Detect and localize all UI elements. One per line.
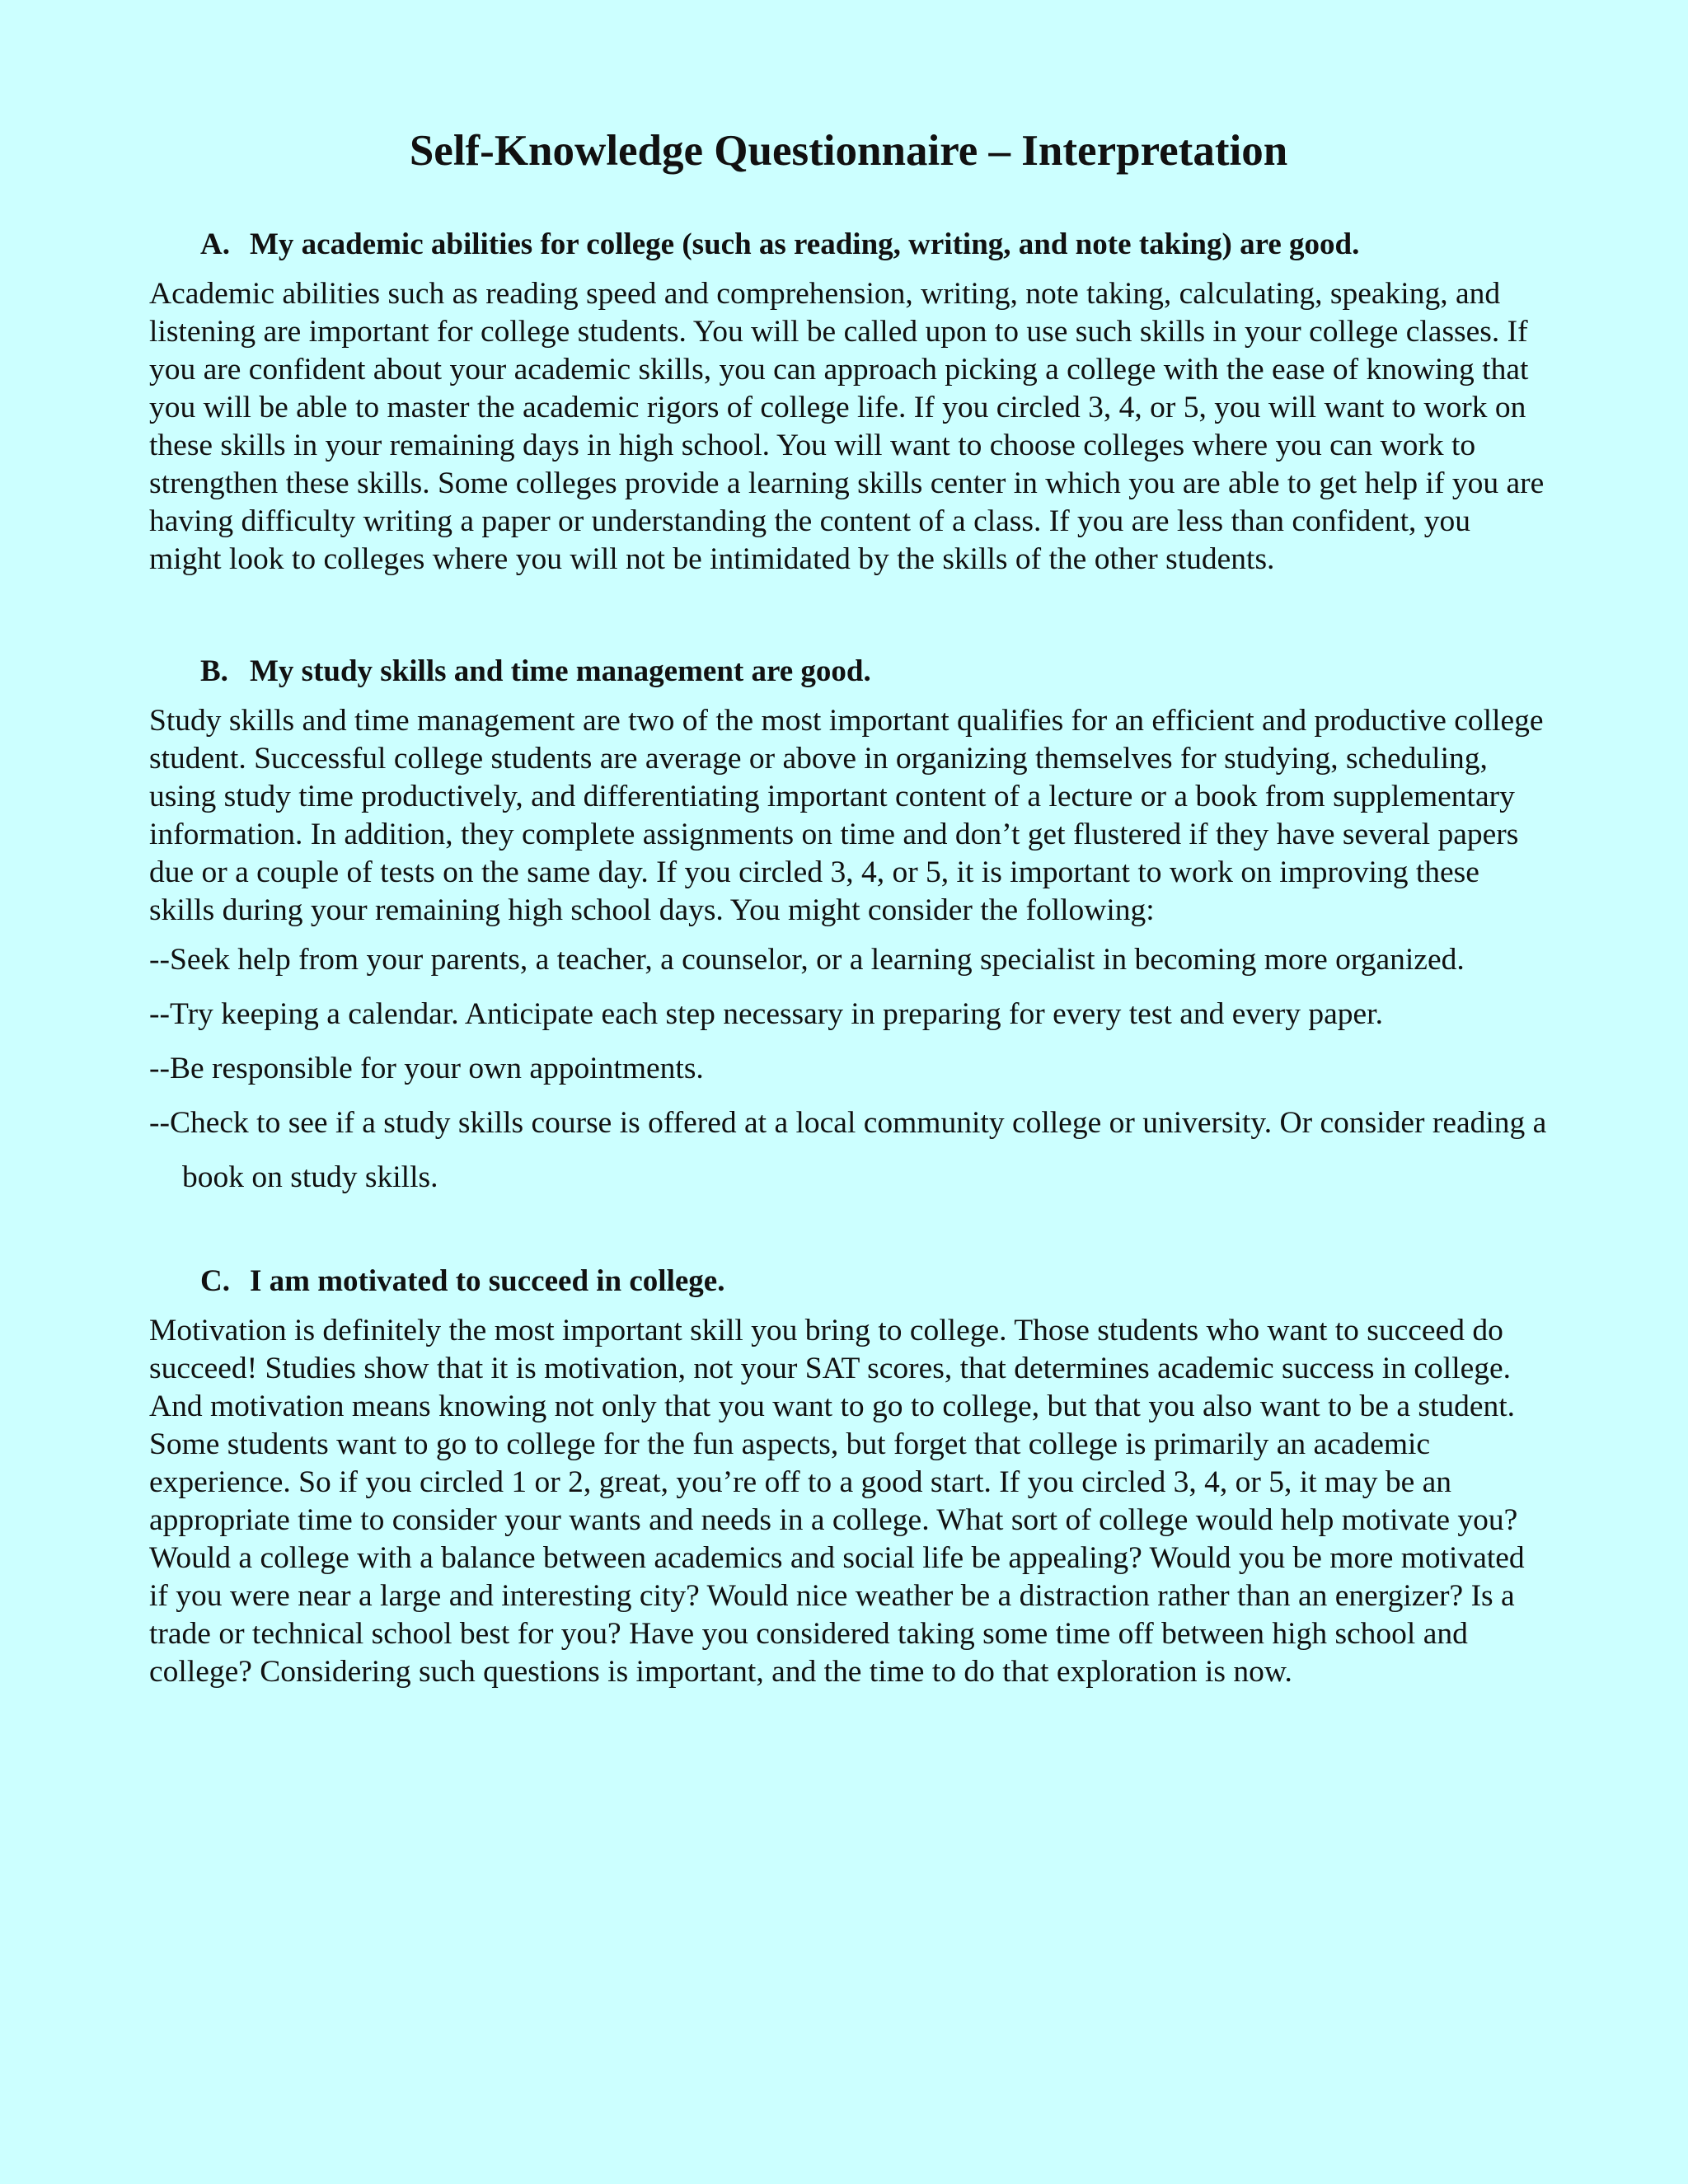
section-c-paragraph: Motivation is definitely the most important skill you bring to college. Those students who want to succeed do succeed! Studies show that it is motivation, not your SAT scores, that determines academic success in college. And motivation means knowing not only that you want to go to college, but that you also want to be a student. Some students want to go to college for the fun aspects, but forget that college is primarily an academic experience. So if you circled 1 or 2, great, you’re off to a good start. If you circled 3, 4, or 5, it may be an appropriate time to consider your wants and needs in a college. What sort of college would help motivate you? Would a college with a balance between academics and social life be appealing? Would you be more motivated if you were near a large and interesting city? Would nice weather be a distraction rather than an energizer? Is a trade or technical school best for you? Have you considered taking some time off between high school and college? Considering such questions is important, and the time to do that exploration is now. (149, 1314, 1525, 1689)
section-a-letter: A. (200, 227, 230, 261)
section-b-bullet: --Be responsible for your own appointments. (149, 1052, 704, 1085)
section-c-heading-text: I am motivated to succeed in college. (250, 1264, 725, 1298)
section-a-heading-text: My academic abilities for college (such as reading, writing, and note taking) are good. (250, 227, 1360, 261)
section-b-heading (149, 651, 1548, 692)
page-title: Self-Knowledge Questionnaire – Interpretation (409, 127, 1288, 175)
section-c-letter: C. (200, 1264, 230, 1298)
section-b-bullet: --Check to see if a study skills course is offered at a local community college or university. Or consider reading a book on study skills. (149, 1106, 1547, 1194)
section-a-heading (149, 224, 1548, 265)
section-b-bullet: --Seek help from your parents, a teacher, a counselor, or a learning specialist in becoming more organized. (149, 943, 1465, 977)
section-b-bullet: --Try keeping a calendar. Anticipate each step necessary in preparing for every test and every paper. (149, 997, 1383, 1031)
section-b-heading-text: My study skills and time management are good. (250, 654, 871, 688)
section-c-heading (149, 1261, 1548, 1302)
section-a-paragraph: Academic abilities such as reading speed and comprehension, writing, note taking, calculating, speaking, and listening are important for college students. You will be called upon to use such skills in your college classes. If you are confident about your academic skills, you can approach picking a college with the ease of knowing that you will be able to master the academic rigors of college life. If you circled 3, 4, or 5, you will want to work on these skills in your remaining days in high school. You will want to choose colleges where you can work to strengthen these skills. Some colleges provide a learning skills center in which you are able to get help if you are having difficulty writing a paper or understanding the content of a class. If you are less than confident, you might look to colleges where you will not be intimidated by the skills of the other students. (149, 277, 1545, 576)
section-b-paragraph: Study skills and time management are two of the most important qualifies for an efficient and productive college student. Successful college students are average or above in organizing themselves for studying, scheduling, using study time productively, and differentiating important content of a lecture or a book from supplementary information. In addition, they complete assignments on time and don’t get flustered if they have several papers due or a couple of tests on the same day. If you circled 3, 4, or 5, it is important to work on improving these skills during your remaining high school days. You might consider the following: (149, 704, 1544, 927)
section-b-letter: B. (200, 654, 228, 688)
